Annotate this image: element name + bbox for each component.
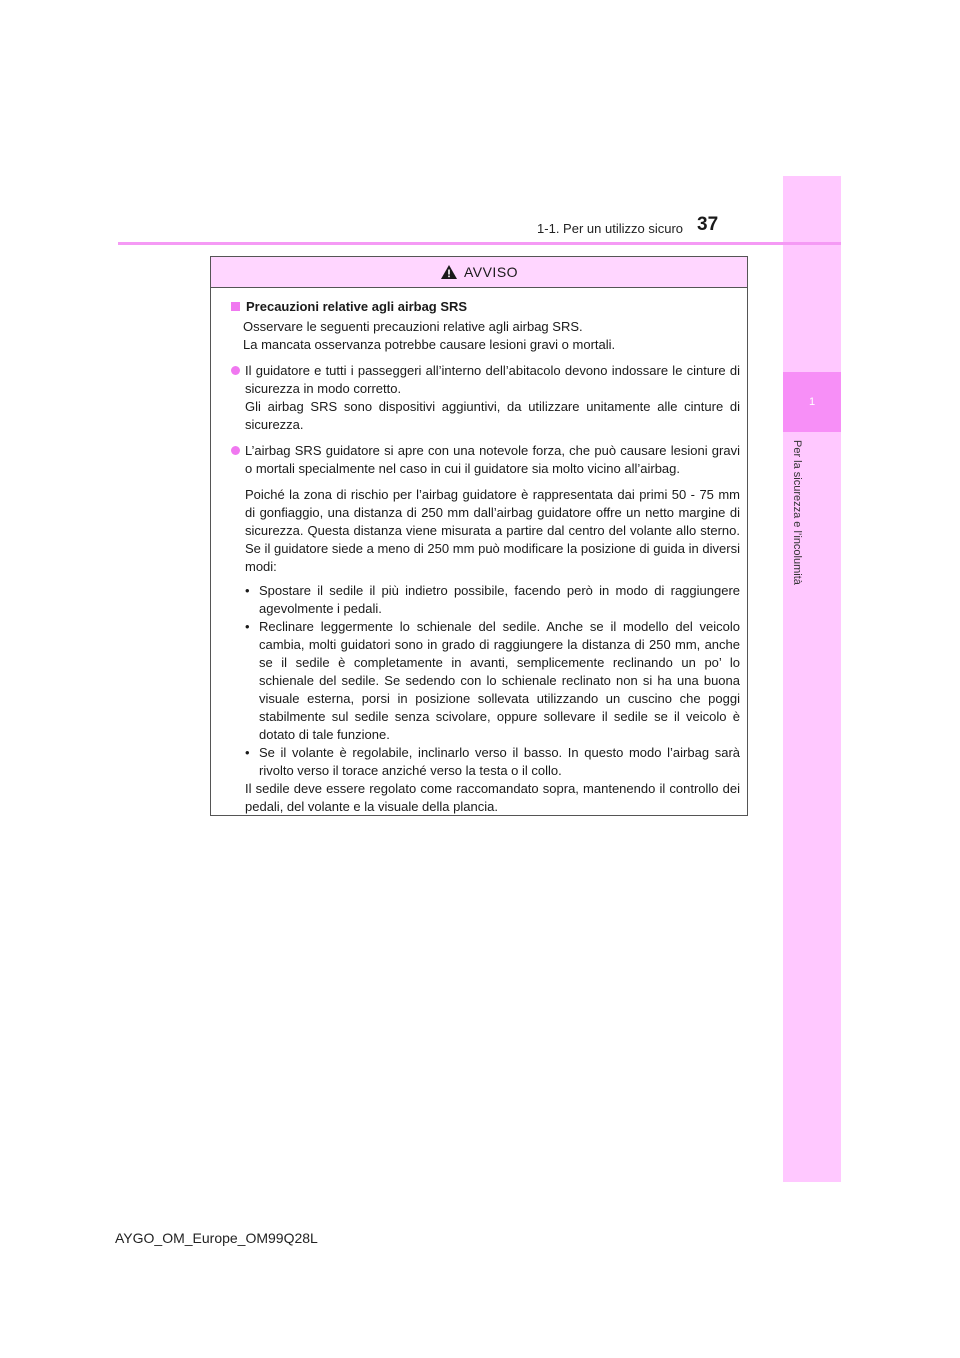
- section-heading: 1-1. Per un utilizzo sicuro: [537, 221, 683, 236]
- header-divider: [118, 242, 841, 245]
- chapter-side-tab: [783, 176, 841, 1182]
- document-code: AYGO_OM_Europe_OM99Q28L: [115, 1230, 318, 1246]
- warning-triangle-icon: [440, 264, 458, 280]
- chapter-label: Per la sicurezza e l’incolumità: [791, 440, 803, 585]
- risk-zone-paragraph: Poiché la zona di rischio per l’airbag guidatore è rappresentata dai primi 50 - 75 mm di gonfiaggio, una distanza di 250 mm dall’airbag guidatore offre un netto margine di sicurezza. Questa distanza viene misurata a partire dal centro del volante allo sterno. Se il guidatore siede a meno di 250 mm può modificare la posizione di guida in diversi modi:: [245, 487, 740, 574]
- adjustment-list: [245, 582, 740, 780]
- warning-title: AVVISO: [463, 264, 519, 280]
- bullet-item: [231, 442, 740, 478]
- round-bullet-icon: [231, 446, 240, 455]
- bullet-text: Il guidatore e tutti i passeggeri all’interno dell’abitacolo devono indossare le cinture di sicurezza in modo corretto. Gli airbag SRS sono dispositivi aggiuntivi, da utilizzare unitamente alle cinture di sicurezza.: [245, 363, 740, 432]
- warning-content: [211, 288, 747, 816]
- closing-text: Il sedile deve essere regolato come raccomandato sopra, mantenendo il controllo dei pedali, del volante e la visuale della plancia.: [245, 781, 740, 814]
- intro-text: Osservare le seguenti precauzioni relative agli airbag SRS. La mancata osservanza potrebbe causare lesioni gravi o mortali.: [243, 319, 616, 352]
- list-item: • Se il volante è regolabile, inclinarlo verso il basso. In questo modo l’airbag sarà rivolto verso il torace anziché verso la testa o il collo.: [245, 744, 740, 780]
- chapter-number: 1: [783, 372, 841, 432]
- list-item: • Spostare il sedile il più indietro possibile, facendo però in modo di raggiungere agevolmente i pedali.: [245, 582, 740, 618]
- page-number: 37: [697, 214, 719, 235]
- section-title-row: [231, 298, 740, 316]
- section-title: Precauzioni relative agli airbag SRS: [246, 299, 468, 314]
- list-item: • Reclinare leggermente lo schienale del sedile. Anche se il modello del veicolo cambia, molti guidatori sono in grado di raggiungere la distanza di 250 mm, anche se il sedile è completamente in avanti, semplicemente reclinando un po’ lo schienale del sedile. Se sedendo con lo schienale reclinato non si ha una buona visuale esterna, porsi in posizione sollevata utilizzando un cuscino che poggi stabilmente sul sedile senza scivolare, oppure sollevare il sedile se il veicolo è dotato di tale funzione.: [245, 618, 740, 744]
- square-bullet-icon: [231, 302, 240, 311]
- warning-header: [211, 257, 747, 288]
- bullet-item: [231, 362, 740, 434]
- bullet-text: L’airbag SRS guidatore si apre con una notevole forza, che può causare lesioni gravi o mortali specialmente nel caso in cui il guidatore sia molto vicino all’airbag.: [245, 443, 740, 476]
- round-bullet-icon: [231, 366, 240, 375]
- warning-box: [210, 256, 748, 816]
